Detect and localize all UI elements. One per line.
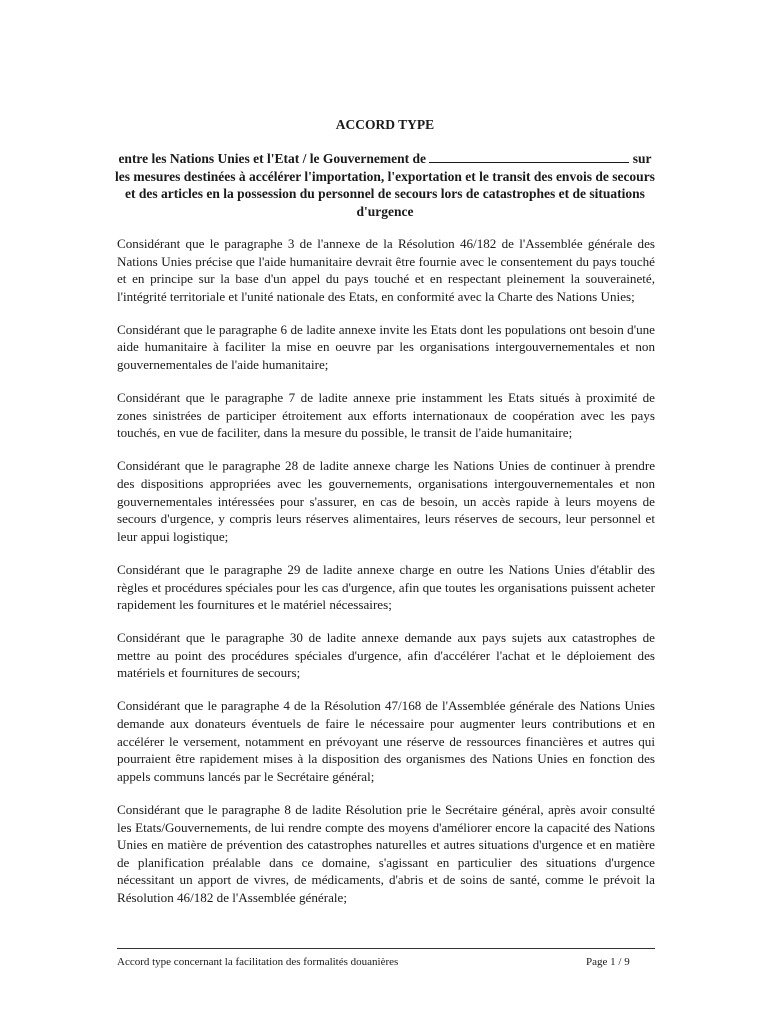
footer-divider (117, 948, 655, 949)
paragraph-5: Considérant que le paragraphe 29 de ladite annexe charge en outre les Nations Unies d'établir des règles et procédures spéciales pour les cas d'urgence, afin que toutes les organisations puissent acheter rapidement les fournitures et le matériel nécessaires; (117, 561, 655, 613)
paragraph-6: Considérant que le paragraphe 30 de ladite annexe demande aux pays sujets aux catastrophes de mettre au point des procédures spéciales d'urgence, afin d'accélérer l'achat et le déploiement des matériels et fournitures de secours; (117, 630, 655, 681)
paragraph-1: Considérant que le paragraphe 3 de l'annexe de la Résolution 46/182 de l'Assemblée générale des Nations Unies précise que l'aide humanitaire devrait être fournie avec le consentement du pays touché et en principe sur la base d'un appel du pays touché et en respectant pleinement la souveraineté, l'intégrité territoriale et l'unité nationale des Etats, en conformité avec la Charte des Nations Unies; (117, 236, 655, 304)
blank-fill-line (429, 150, 629, 163)
paragraph-4: Considérant que le paragraphe 28 de ladite annexe charge les Nations Unies de continuer à prendre des dispositions appropriées avec les gouvernements, organisations intergouvernementales et non gouvernementales intéressées pour s'assurer, en cas de besoin, un accès rapide à leurs moyens de secours d'urgence, y compris leurs réserves alimentaires, leurs réserves de secours, leur personnel et leur appui logistique; (117, 458, 655, 544)
document-body (117, 235, 655, 922)
document-subtitle (110, 150, 660, 220)
paragraph-3: Considérant que le paragraphe 7 de ladite annexe prie instamment les Etats situés à proximité de zones sinistrées de participer étroitement aux efforts internationaux de coopération avec les pays touchés, en vue de faciliter, dans la mesure du possible, le transit de l'aide humanitaire; (117, 390, 655, 441)
footer-document-title: Accord type concernant la facilitation des formalités douanières (117, 956, 399, 968)
subtitle-line-1: entre les Nations Unies et l'Etat / le Gouvernement de (118, 151, 427, 166)
paragraph-8: Considérant que le paragraphe 8 de ladite Résolution prie le Secrétaire général, après avoir consulté les Etats/Gouvernements, de lui rendre compte des moyens d'améliorer encore la capacité des Nations Unies en matière de prévention des catastrophes naturelles et autres situations d'urgence et en matière de planification préalable dans ce domaine, s'agissant en particulier des situations d'urgence nécessitant un apport de vivres, de médicaments, d'abris et de soins de santé, comme le prévoit la Résolution 46/182 de l'Assemblée générale; (117, 801, 655, 905)
footer-page-number: Page 1 / 9 (586, 956, 630, 968)
subtitle-rest: sur les mesures destinées à accélérer l'importation, l'exportation et le transit des envois de secours et des articles en la possession du personnel de secours lors de catastrophes et de situations d'urgence (115, 151, 655, 219)
document-title: ACCORD TYPE (335, 117, 435, 132)
paragraph-7: Considérant que le paragraphe 4 de la Résolution 47/168 de l'Assemblée générale des Nations Unies demande aux donateurs éventuels de faire le nécessaire pour augmenter leurs contributions et en accélérer le versement, notamment en prévoyant une réserve de ressources financières et autres qui pourraient être rapidement mises à la disposition des organismes des Nations Unies en fonction des appels communs lancés par le Secrétaire général; (117, 698, 655, 784)
paragraph-2: Considérant que le paragraphe 6 de ladite annexe invite les Etats dont les populations ont besoin d'une aide humanitaire à faciliter la mise en oeuvre par les organisations intergouvernementales et non gouvernementales de l'aide humanitaire; (117, 321, 655, 373)
